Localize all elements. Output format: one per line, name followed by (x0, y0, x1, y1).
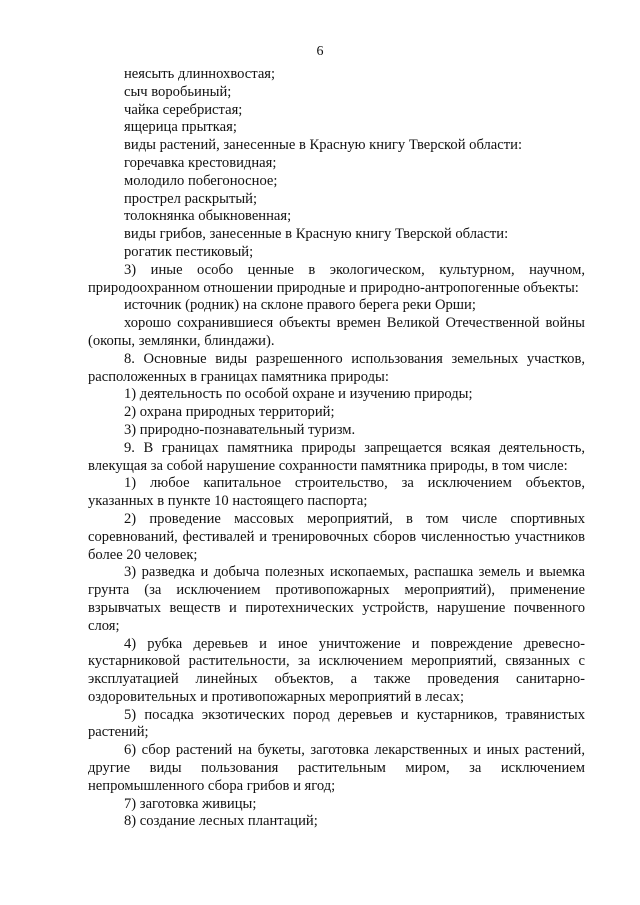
list-item: толокнянка обыкновенная; (124, 208, 292, 225)
list-item: прострел раскрытый; (124, 190, 257, 207)
list-item: 2) охрана природных территорий; (124, 404, 335, 421)
list-item: 3) природно-познавательный туризм. (124, 421, 356, 438)
paragraph: 3) иные особо ценные в экологическом, культурном, научном, природоохранном отношении природные и природно-антропогенные объекты: (88, 261, 585, 296)
list-item: 8) создание лесных плантаций; (124, 813, 318, 830)
document-body (88, 66, 585, 831)
list-item: сыч воробьиный; (124, 83, 232, 100)
list-item: чайка серебристая; (124, 101, 243, 118)
paragraph: 3) разведка и добыча полезных ископаемых, распашка земель и выемка грунта (за исключением противопожарных мероприятий), применение взрывчатых веществ и пиротехнических устройств, нарушение почвенного слоя; (88, 564, 585, 634)
paragraph: 2) проведение массовых мероприятий, в том числе спортивных соревнований, фестивалей и тренировочных сборов численностью участников более 20 человек; (88, 510, 585, 563)
list-item: неясыть длиннохвостая; (124, 66, 276, 82)
paragraph: 6) сбор растений на букеты, заготовка лекарственных и иных растений, другие виды пользования растительным миром, за исключением непромышленного сбора грибов и ягод; (88, 742, 585, 794)
paragraph: 5) посадка экзотических пород деревьев и кустарников, травянистых растений; (88, 706, 585, 741)
paragraph: хорошо сохранившиеся объекты времен Великой Отечественной войны (окопы, землянки, блиндажи). (88, 315, 585, 349)
list-item: источник (родник) на склоне правого берега реки Орши; (124, 297, 476, 314)
list-item: 1) деятельность по особой охране и изучению природы; (124, 386, 473, 403)
list-heading: виды растений, занесенные в Красную книгу Тверской области: (124, 137, 522, 154)
page-number: 6 (316, 44, 324, 59)
section-paragraph: 8. Основные виды разрешенного использования земельных участков, расположенных в границах памятника природы: (88, 350, 585, 385)
list-item: молодило побегоносное; (124, 172, 278, 189)
section-paragraph: 9. В границах памятника природы запрещается всякая деятельность, влекущая за собой нарушение сохранности памятника природы, в том числе: (88, 439, 585, 474)
list-item: ящерица прыткая; (124, 119, 237, 136)
list-item: горечавка крестовидная; (124, 154, 277, 171)
paragraph: 4) рубка деревьев и иное уничтожение и повреждение древесно-кустарниковой растительности, за исключением мероприятий, связанных с эксплуатацией линейных объектов, а также проведения санитарно-оздоровительных и противопожарных мероприятий в лесах; (88, 635, 585, 705)
paragraph: 1) любое капитальное строительство, за исключением объектов, указанных в пункте 10 настоящего паспорта; (88, 475, 585, 510)
list-item: рогатик пестиковый; (124, 243, 254, 260)
list-heading: виды грибов, занесенные в Красную книгу Тверской области: (124, 226, 509, 243)
list-item: 7) заготовка живицы; (124, 795, 257, 812)
